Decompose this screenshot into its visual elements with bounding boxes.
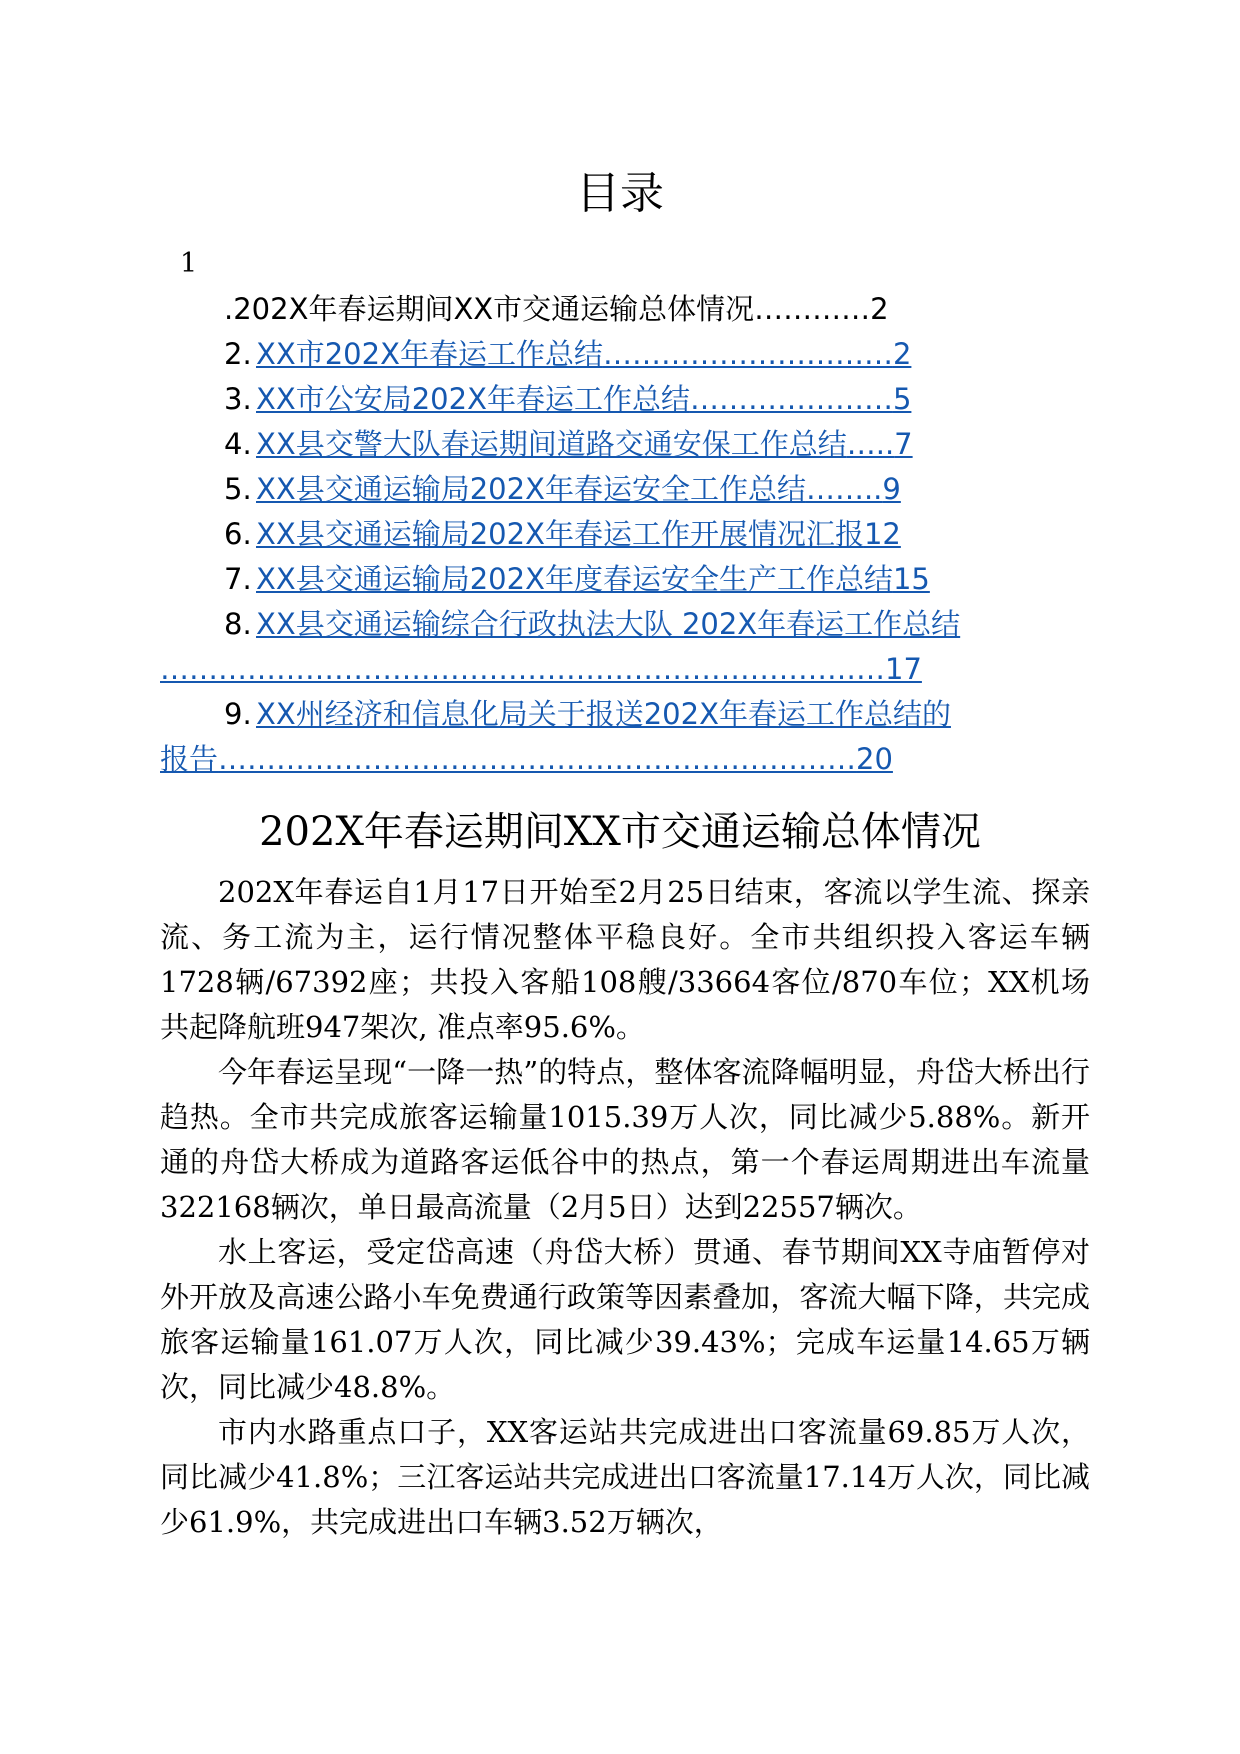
toc-entry-9[interactable]: [160, 692, 1090, 782]
toc-entry-9-link-continued[interactable]: 报告…………………………………………………………20: [160, 742, 893, 776]
paragraph-1: 202X年春运自1月17日开始至2月25日结束，客流以学生流、探亲流、务工流为主，运行情况整体平稳良好。全市共组织投入客运车辆1728辆/67392座；共投入客船108艘/33664客位/870车位；XX机场共起降航班947架次, 准点率95.6%。: [160, 875, 1090, 1044]
toc-entry-1: [160, 287, 1090, 332]
toc-entry-2-number: 2.: [224, 337, 252, 371]
toc-entry-7-link[interactable]: XX县交通运输局202X年度春运安全生产工作总结15: [256, 562, 930, 596]
toc-entry-6-link[interactable]: XX县交通运输局202X年春运工作开展情况汇报12: [256, 517, 901, 551]
toc-entry-4[interactable]: [160, 422, 1090, 467]
paragraph-4: 市内水路重点口子，XX客运站共完成进出口客流量69.85万人次，同比减少41.8%；三江客运站共完成进出口客流量17.14万人次，同比减少61.9%，共完成进出口车辆3.52万辆次，: [160, 1415, 1090, 1539]
toc-entry-2[interactable]: [160, 332, 1090, 377]
toc-entry-5-link[interactable]: XX县交通运输局202X年春运安全工作总结……..9: [256, 472, 901, 506]
toc-entry-8-number: 8.: [224, 607, 252, 641]
toc-entry-8[interactable]: [160, 602, 1090, 692]
toc-entry-8-link[interactable]: XX县交通运输综合行政执法大队 202X年春运工作总结: [256, 607, 961, 641]
toc-title: 目录: [576, 168, 664, 219]
toc-entry-8-link-continued[interactable]: …………………………………………………………………17: [160, 652, 922, 686]
toc-entry-4-number: 4.: [224, 427, 252, 461]
toc-entry-6-number: 6.: [224, 517, 252, 551]
document-body: [160, 870, 1090, 1545]
document-title: 202X年春运期间XX市交通运输总体情况: [259, 809, 981, 855]
toc-entry-3[interactable]: [160, 377, 1090, 422]
toc-entry-2-link[interactable]: XX市202X年春运工作总结…………………………2: [256, 337, 912, 371]
paragraph-2: 今年春运呈现“一降一热”的特点，整体客流降幅明显，舟岱大桥出行趋热。全市共完成旅客运输量1015.39万人次，同比减少5.88%。新开通的舟岱大桥成为道路客运低谷中的热点，第一个春运周期进出车流量322168辆次，单日最高流量（2月5日）达到22557辆次。: [160, 1055, 1090, 1224]
toc-entry-4-link[interactable]: XX县交警大队春运期间道路交通安保工作总结…..7: [256, 427, 913, 461]
toc-entry-7-number: 7.: [224, 562, 252, 596]
toc-entry-9-link[interactable]: XX州经济和信息化局关于报送202X年春运工作总结的: [256, 697, 951, 731]
paragraph-3: 水上客运，受定岱高速（舟岱大桥）贯通、春节期间XX寺庙暂停对外开放及高速公路小车免费通行政策等因素叠加，客流大幅下降，共完成旅客运输量161.07万人次，同比减少39.43%；完成车运量14.65万辆次，同比减少48.8%。: [160, 1235, 1090, 1404]
toc-entry-5[interactable]: [160, 467, 1090, 512]
toc-entry-7[interactable]: [160, 557, 1090, 602]
toc-entry-9-number: 9.: [224, 697, 252, 731]
toc-entry-6[interactable]: [160, 512, 1090, 557]
toc-entry-3-link[interactable]: XX市公安局202X年春运工作总结…………………5: [256, 382, 912, 416]
table-of-contents: [160, 287, 1090, 782]
toc-entry-1-text: .202X年春运期间XX市交通运输总体情况…………2: [224, 292, 889, 326]
toc-marker: 1: [180, 248, 198, 279]
toc-entry-3-number: 3.: [224, 382, 252, 416]
toc-entry-5-number: 5.: [224, 472, 252, 506]
